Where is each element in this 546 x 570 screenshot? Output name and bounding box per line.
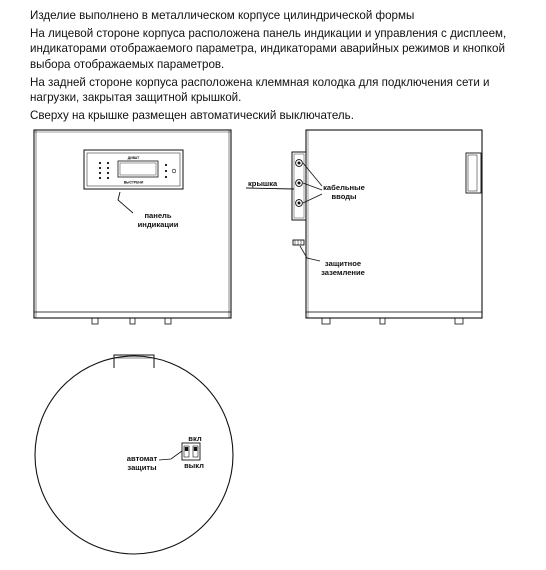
display-screen-inner xyxy=(120,163,156,175)
front-housing-base xyxy=(34,312,231,318)
cable-glands-label-line2: вводы xyxy=(331,192,357,201)
paragraph-back-side: На задней стороне корпуса расположена клеммная колодка для подключения сети и нагрузки, закрытая защитной крышкой. xyxy=(30,75,490,105)
ground-label-line1: защитное xyxy=(324,259,362,268)
front-view xyxy=(34,130,231,324)
side-view xyxy=(246,130,482,324)
breaker-lever-2 xyxy=(194,447,197,451)
indicator-leds-left xyxy=(99,162,109,179)
breaker-label-line1: автомат xyxy=(126,454,158,463)
paragraph-top-breaker: Сверху на крышке размещен автоматический выключатель. xyxy=(30,109,354,123)
ground-callout-line xyxy=(300,246,320,261)
paragraph-front-side: На лицевой стороне корпуса расположена панель индикации и управления с дисплеем, индикаторами отображаемого параметра, индикаторами аварийных режимов и кнопкой выбора отображаемых параметров. xyxy=(30,27,507,71)
mode-select-button xyxy=(172,169,176,173)
side-foot-right xyxy=(455,318,463,324)
side-foot-left xyxy=(322,318,330,324)
front-foot-left xyxy=(92,318,98,324)
panel-caption: ВЫСТРЕНИ xyxy=(123,180,144,185)
front-foot-right xyxy=(165,318,171,324)
side-housing-outline xyxy=(306,130,482,318)
ground-terminal xyxy=(293,240,304,245)
side-foot-center xyxy=(380,318,385,324)
ground-label-line2: заземление xyxy=(321,268,365,277)
front-foot-center xyxy=(130,318,135,324)
brand-label: ДИВАТ xyxy=(127,156,140,160)
cable-gland-3 xyxy=(296,200,303,207)
panel-callout-line2: индикации xyxy=(137,220,179,229)
cable-gland-1 xyxy=(296,160,303,167)
breaker-body xyxy=(182,443,200,460)
circuit-breaker xyxy=(182,443,200,460)
breaker-callout-line xyxy=(159,451,182,460)
display-panel xyxy=(84,150,183,189)
panel-callout-line xyxy=(118,192,133,213)
cable-gland-2 xyxy=(296,180,303,187)
display-screen xyxy=(118,161,158,177)
cover-label: крышка xyxy=(248,179,278,188)
cable-glands-label-line1: кабельные xyxy=(323,183,365,192)
breaker-on-label: вкл xyxy=(188,434,202,443)
panel-callout-line1: панель xyxy=(144,211,172,220)
top-view xyxy=(35,355,233,554)
terminal-cover xyxy=(292,152,306,220)
side-housing-base xyxy=(306,312,482,318)
paragraph-form: Изделие выполнено в металлическом корпусе цилиндрической формы xyxy=(30,9,415,22)
indicator-leds-right xyxy=(165,164,167,178)
breaker-lever-1 xyxy=(185,447,188,451)
breaker-off-label: выкл xyxy=(184,461,204,470)
cover-callout-line xyxy=(246,188,294,189)
breaker-label-line2: защиты xyxy=(127,463,157,472)
